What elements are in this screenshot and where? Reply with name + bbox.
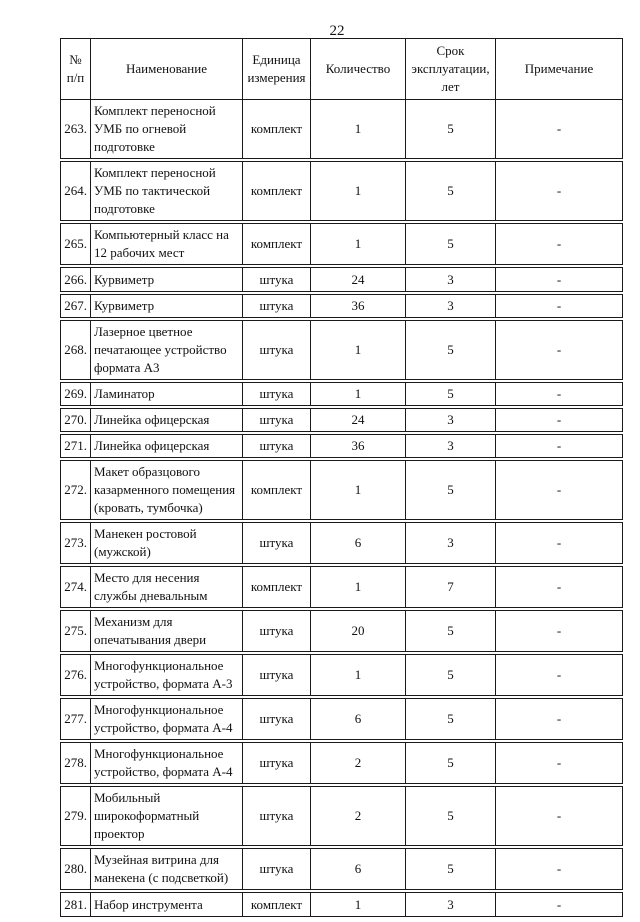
cell-life: 7 (406, 567, 496, 608)
cell-qty: 1 (311, 893, 406, 917)
table-row (61, 849, 623, 890)
cell-note: - (496, 383, 623, 406)
cell-name: Манекен ростовой (мужской) (91, 523, 243, 564)
cell-qty: 20 (311, 611, 406, 652)
cell-note: - (496, 162, 623, 221)
cell-note: - (496, 224, 623, 265)
cell-unit: штука (243, 321, 311, 380)
cell-name: Ламинатор (91, 383, 243, 406)
cell-note: - (496, 461, 623, 520)
cell-num: 277. (61, 699, 91, 740)
header-num: № п/п (61, 39, 91, 100)
cell-unit: штука (243, 435, 311, 458)
cell-life: 5 (406, 699, 496, 740)
cell-qty: 1 (311, 321, 406, 380)
cell-qty: 1 (311, 100, 406, 159)
cell-note: - (496, 321, 623, 380)
cell-num: 278. (61, 743, 91, 784)
cell-num: 281. (61, 893, 91, 917)
cell-unit: штука (243, 743, 311, 784)
cell-note: - (496, 100, 623, 159)
cell-num: 268. (61, 321, 91, 380)
cell-unit: штука (243, 655, 311, 696)
cell-unit: штука (243, 383, 311, 406)
cell-note: - (496, 295, 623, 318)
header-unit: Единица измерения (243, 39, 311, 100)
cell-qty: 24 (311, 268, 406, 292)
cell-note: - (496, 523, 623, 564)
cell-life: 3 (406, 295, 496, 318)
cell-num: 264. (61, 162, 91, 221)
cell-unit: штука (243, 699, 311, 740)
cell-name: Механизм для опечатывания двери (91, 611, 243, 652)
header-note: Примечание (496, 39, 623, 100)
cell-name: Многофункциональное устройство, формата А-3 (91, 655, 243, 696)
cell-life: 5 (406, 655, 496, 696)
table-row (61, 162, 623, 221)
table-body (61, 100, 623, 917)
cell-note: - (496, 435, 623, 458)
cell-life: 3 (406, 409, 496, 432)
table-row (61, 787, 623, 846)
cell-unit: штука (243, 409, 311, 432)
table-row (61, 435, 623, 458)
cell-unit: штука (243, 523, 311, 564)
cell-qty: 1 (311, 461, 406, 520)
cell-name: Многофункциональное устройство, формата А-4 (91, 743, 243, 784)
cell-num: 273. (61, 523, 91, 564)
cell-unit: комплект (243, 224, 311, 265)
cell-qty: 1 (311, 655, 406, 696)
cell-name: Многофункциональное устройство, формата А-4 (91, 699, 243, 740)
cell-qty: 1 (311, 567, 406, 608)
cell-unit: штука (243, 268, 311, 292)
table-row (61, 611, 623, 652)
cell-qty: 1 (311, 162, 406, 221)
page-number: 22 (329, 23, 345, 39)
cell-life: 5 (406, 787, 496, 846)
table-row (61, 409, 623, 432)
cell-note: - (496, 611, 623, 652)
cell-name: Комплект переносной УМБ по огневой подготовке (91, 100, 243, 159)
cell-life: 3 (406, 435, 496, 458)
cell-num: 275. (61, 611, 91, 652)
table-row (61, 567, 623, 608)
cell-name: Курвиметр (91, 295, 243, 318)
cell-qty: 2 (311, 743, 406, 784)
cell-note: - (496, 787, 623, 846)
table-row (61, 100, 623, 159)
cell-life: 5 (406, 321, 496, 380)
cell-num: 276. (61, 655, 91, 696)
cell-qty: 1 (311, 224, 406, 265)
cell-unit: комплект (243, 567, 311, 608)
cell-life: 5 (406, 743, 496, 784)
cell-qty: 1 (311, 383, 406, 406)
cell-life: 5 (406, 224, 496, 265)
cell-qty: 6 (311, 523, 406, 564)
cell-num: 272. (61, 461, 91, 520)
header-qty: Количество (311, 39, 406, 100)
cell-qty: 36 (311, 435, 406, 458)
table-row (61, 224, 623, 265)
cell-note: - (496, 893, 623, 917)
cell-note: - (496, 655, 623, 696)
cell-unit: комплект (243, 461, 311, 520)
cell-unit: комплект (243, 100, 311, 159)
cell-name: Музейная витрина для манекена (с подсветкой) (91, 849, 243, 890)
cell-note: - (496, 567, 623, 608)
cell-name: Макет образцового казарменного помещения (кровать, тумбочка) (91, 461, 243, 520)
cell-note: - (496, 699, 623, 740)
header-life: Срок эксплуатации, лет (406, 39, 496, 100)
cell-unit: штука (243, 611, 311, 652)
cell-unit: комплект (243, 162, 311, 221)
cell-life: 3 (406, 268, 496, 292)
cell-unit: штука (243, 295, 311, 318)
table-row (61, 743, 623, 784)
table-row (61, 699, 623, 740)
table-row (61, 893, 623, 917)
table-row (61, 383, 623, 406)
cell-name: Лазерное цветное печатающее устройство формата А3 (91, 321, 243, 380)
cell-num: 279. (61, 787, 91, 846)
cell-unit: штука (243, 849, 311, 890)
cell-num: 269. (61, 383, 91, 406)
cell-name: Линейка офицерская (91, 409, 243, 432)
cell-qty: 36 (311, 295, 406, 318)
cell-num: 271. (61, 435, 91, 458)
header-name: Наименование (91, 39, 243, 100)
cell-name: Мобильный широкоформатный проектор (91, 787, 243, 846)
inventory-table (60, 38, 623, 917)
table-header-row (61, 39, 623, 100)
cell-note: - (496, 409, 623, 432)
table-row (61, 268, 623, 292)
table-row (61, 321, 623, 380)
cell-note: - (496, 743, 623, 784)
cell-note: - (496, 268, 623, 292)
cell-name: Компьютерный класс на 12 рабочих мест (91, 224, 243, 265)
table-row (61, 523, 623, 564)
cell-num: 280. (61, 849, 91, 890)
cell-life: 5 (406, 162, 496, 221)
cell-life: 5 (406, 383, 496, 406)
cell-name: Линейка офицерская (91, 435, 243, 458)
cell-num: 263. (61, 100, 91, 159)
cell-note: - (496, 849, 623, 890)
cell-unit: комплект (243, 893, 311, 917)
cell-name: Набор инструмента (91, 893, 243, 917)
cell-qty: 24 (311, 409, 406, 432)
cell-qty: 6 (311, 849, 406, 890)
cell-num: 266. (61, 268, 91, 292)
cell-life: 3 (406, 893, 496, 917)
cell-life: 5 (406, 849, 496, 890)
cell-life: 3 (406, 523, 496, 564)
cell-num: 265. (61, 224, 91, 265)
cell-qty: 6 (311, 699, 406, 740)
cell-life: 5 (406, 461, 496, 520)
cell-life: 5 (406, 100, 496, 159)
cell-num: 267. (61, 295, 91, 318)
cell-num: 270. (61, 409, 91, 432)
cell-name: Курвиметр (91, 268, 243, 292)
table-row (61, 655, 623, 696)
table-row (61, 295, 623, 318)
cell-num: 274. (61, 567, 91, 608)
cell-name: Комплект переносной УМБ по тактической подготовке (91, 162, 243, 221)
cell-qty: 2 (311, 787, 406, 846)
cell-unit: штука (243, 787, 311, 846)
table-row (61, 461, 623, 520)
cell-life: 5 (406, 611, 496, 652)
cell-name: Место для несения службы дневальным (91, 567, 243, 608)
